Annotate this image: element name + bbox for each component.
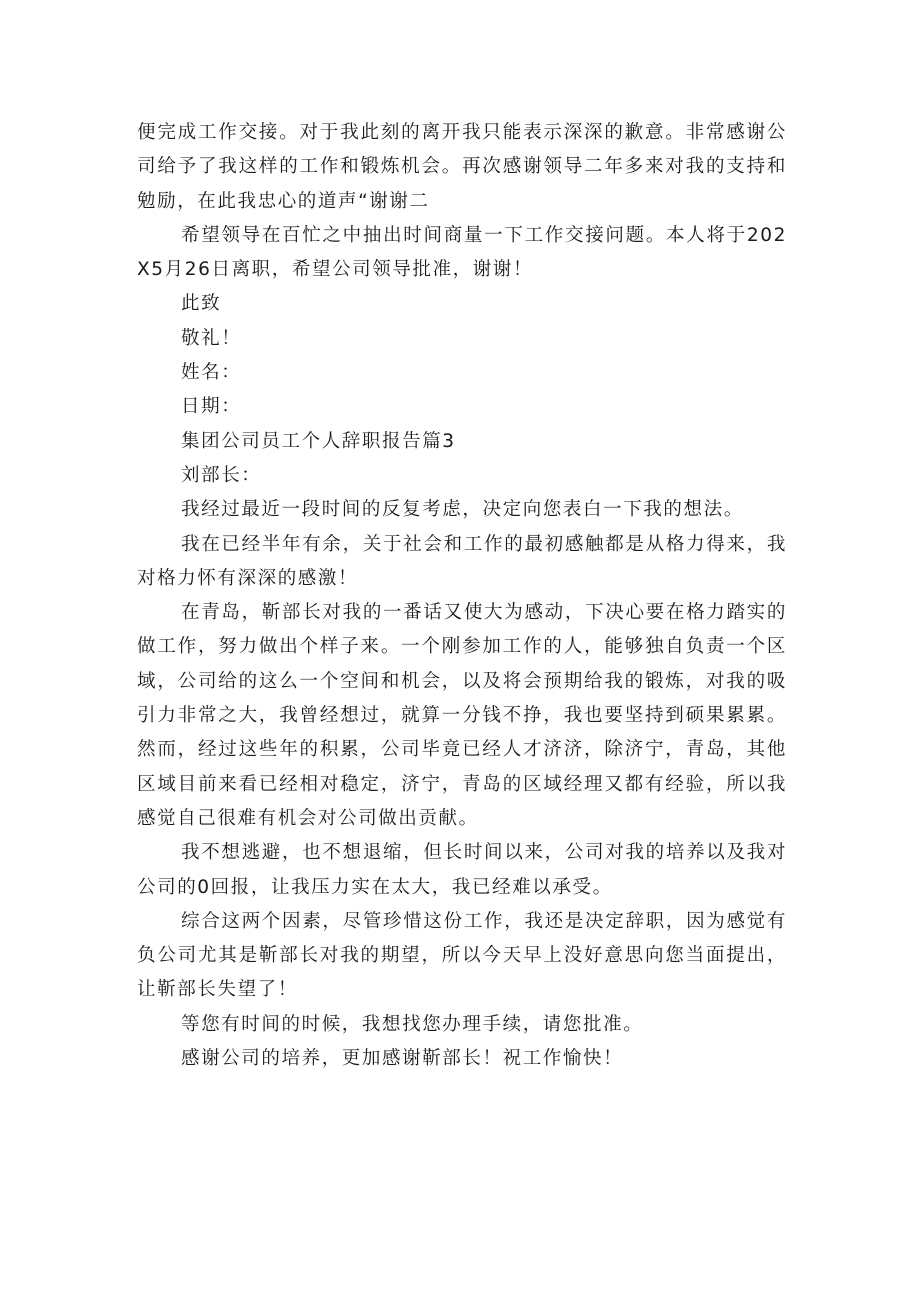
paragraph-continuation: 便完成工作交接。对于我此刻的离开我只能表示深深的歉意。非常感谢公司给予了我这样的工作和锻炼机会。再次感谢领导二年多来对我的支持和勉励，在此我忠心的道声“谢谢二 — [137, 122, 787, 212]
document-body — [137, 116, 787, 1076]
signature-name-label: 姓名： — [181, 362, 242, 384]
paragraph-thanks: 感谢公司的培养，更加感谢靳部长！祝工作愉快！ — [181, 1048, 624, 1070]
paragraph-qingdao: 在青岛，靳部长对我的一番话又使大为感动，下决心要在格力踏实的做工作，努力做出个样子来。一个刚参加工作的人，能够独自负责一个区域，公司给的这么一个空间和机会，以及将会预期给我的锻炼，对我的吸引力非常之大，我曾经想过，就算一分钱不挣，我也要坚持到硕果累累。然而，经过这些年的积累，公司毕竟已经人才济济，除济宁，青岛，其他区域目前来看已经相对稳定，济宁，青岛的区域经理又都有经验，所以我感觉自己很难有机会对公司做出贡献。 — [137, 602, 787, 829]
paragraph-gratitude: 我在已经半年有余，关于社会和工作的最初感触都是从格力得来，我对格力怀有深深的感激！ — [137, 533, 787, 589]
paragraph-pressure: 我不想逃避，也不想退缩，但长时间以来，公司对我的培养以及我对公司的0回报，让我压力实在太大，我已经难以承受。 — [137, 842, 787, 898]
signature-date-label: 日期： — [181, 396, 242, 418]
section-heading: 集团公司员工个人辞职报告篇3 — [181, 430, 456, 452]
paragraph-intro: 我经过最近一段时间的反复考虑，决定向您表白一下我的想法。 — [181, 499, 744, 521]
paragraph-decision: 综合这两个因素，尽管珍惜这份工作，我还是决定辞职，因为感觉有负公司尤其是靳部长对我的期望，所以今天早上没好意思向您当面提出，让靳部长失望了！ — [137, 910, 787, 1001]
closing-regards: 敬礼！ — [181, 327, 242, 349]
letter-addressee: 刘部长： — [181, 464, 262, 486]
paragraph-handover-request: 希望领导在百忙之中抽出时间商量一下工作交接问题。本人将于202X5月26日离职，希望公司领导批准，谢谢！ — [137, 224, 787, 281]
paragraph-procedure: 等您有时间的时候，我想找您办理手续，请您批准。 — [181, 1013, 644, 1035]
closing-salutation: 此致 — [181, 293, 222, 315]
